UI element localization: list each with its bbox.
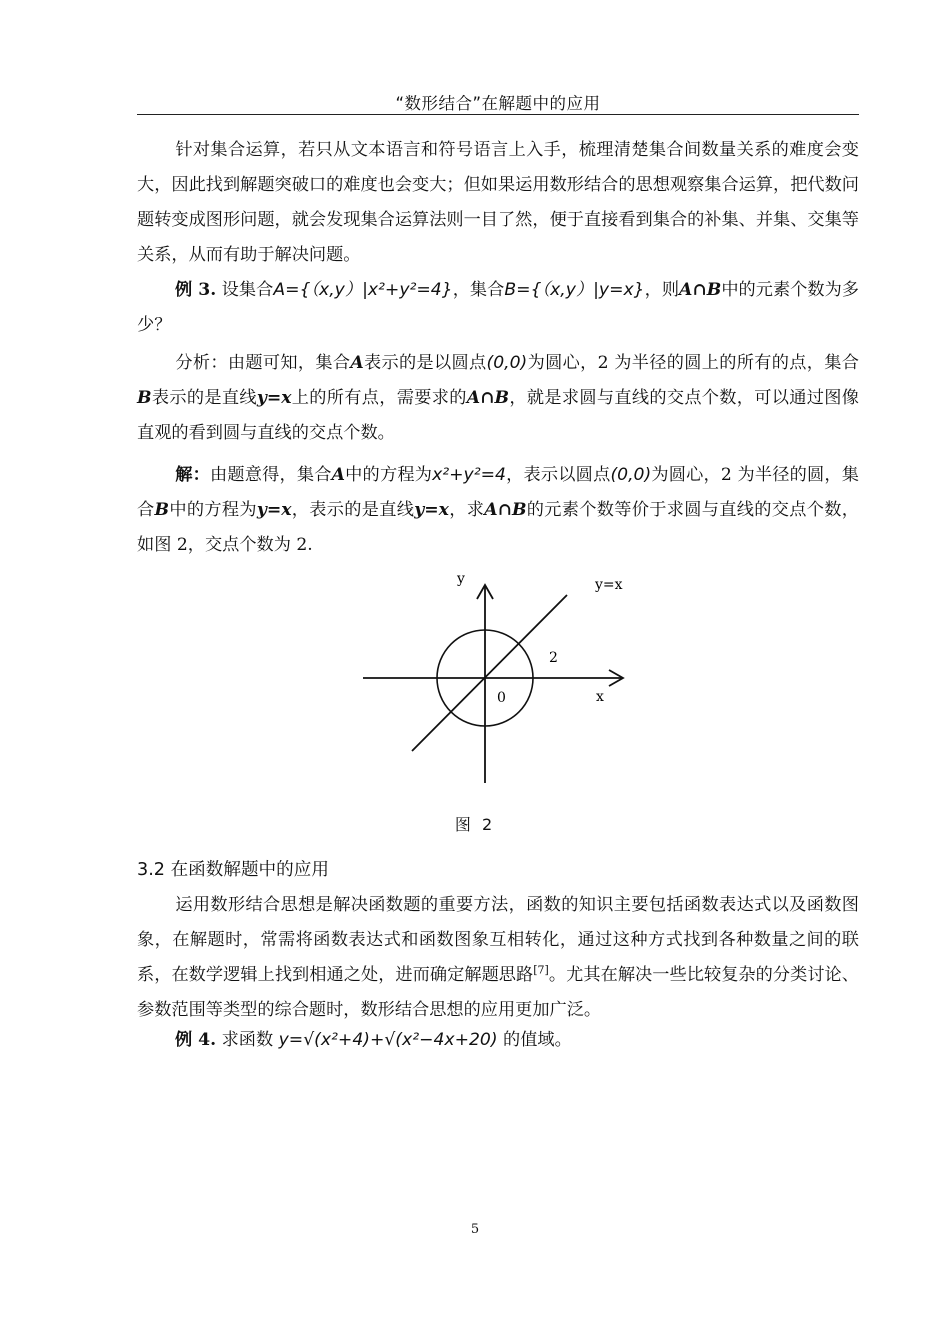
analysis-paragraph: 分析：由题可知，集合A表示的是以圆点(0,0)为圆心，2 为半径的圆上的所有的点，集合B表示的是直线y=x上的所有点，需要求的A∩B，就是求圆与直线的交点个数，可以通过图像直观的看到圆与直线的交点个数。 [137,353,859,443]
set-a-definition: A={（x,y）|x²+y²=4} [273,280,453,300]
page-number: 5 [470,1222,480,1237]
header-rule [137,114,859,115]
paragraph-1 [137,133,859,273]
figure-caption: 图 2 [454,815,496,834]
origin-label: 0 [497,690,506,706]
set-b-definition: B={（x,y）|y=x} [504,280,645,300]
paragraph-1-text: 针对集合运算，若只从文本语言和符号语言上入手，梳理清楚集合间数量关系的难度会变大，因此找到解题突破口的难度也会变大；但如果运用数形结合的思想观察集合运算，把代数问题转变成图形问题，就会发现集合运算法则一目了然，便于直接看到集合的补集、并集、交集等关系，从而有助于解决问题。 [137,140,859,265]
solution-paragraph: 解：由题意得，集合A中的方程为x²+y²=4，表示以圆点(0,0)为圆心，2 为半径的圆，集合B中的方程为y=x，表示的是直线y=x，求A∩B的元素个数等价于求圆与直线的交点个数，如图 2，交点个数为 2. [137,465,859,555]
function-expression: y=√(x²+4)+√(x²−4x+20) [278,1030,498,1050]
line-y-equals-x [412,595,567,751]
solution-label: 解： [175,465,210,485]
running-header: “数形结合”在解题中的应用 [395,94,601,113]
example-4: 例 4. 求函数 y=√(x²+4)+√(x²−4x+20) 的值域。 [175,1030,572,1050]
example-3-label: 例 3. [175,280,217,300]
example-3: 例 3. 设集合A={（x,y）|x²+y²=4}，集合B={（x,y）|y=x}，则A∩B中的元素个数为多少？ [137,280,859,335]
circle-equation: x²+y²=4 [432,465,506,485]
y-axis-label: y [457,571,465,587]
x-axis-label: x [596,689,604,705]
line-label: y=x [595,577,623,593]
paragraph-2: 运用数形结合思想是解决函数题的重要方法，函数的知识主要包括函数表达式以及函数图象，在解题时，常需将函数表达式和函数图象互相转化，通过这种方式找到各种数量之间的联系，在数学逻辑上找到相通之处，进而确定解题思路[7]。尤其在解决一些比较复杂的分类讨论、参数范围等类型的综合题时，数形结合思想的应用更加广泛。 [137,895,859,1020]
example-4-label: 例 4. [175,1030,217,1050]
intersection-symbol: A∩B [679,280,722,300]
citation: [7] [533,963,549,977]
figure-2-graph [355,565,635,795]
section-heading: 3.2 在函数解题中的应用 [137,860,329,880]
radius-label: 2 [549,650,558,666]
